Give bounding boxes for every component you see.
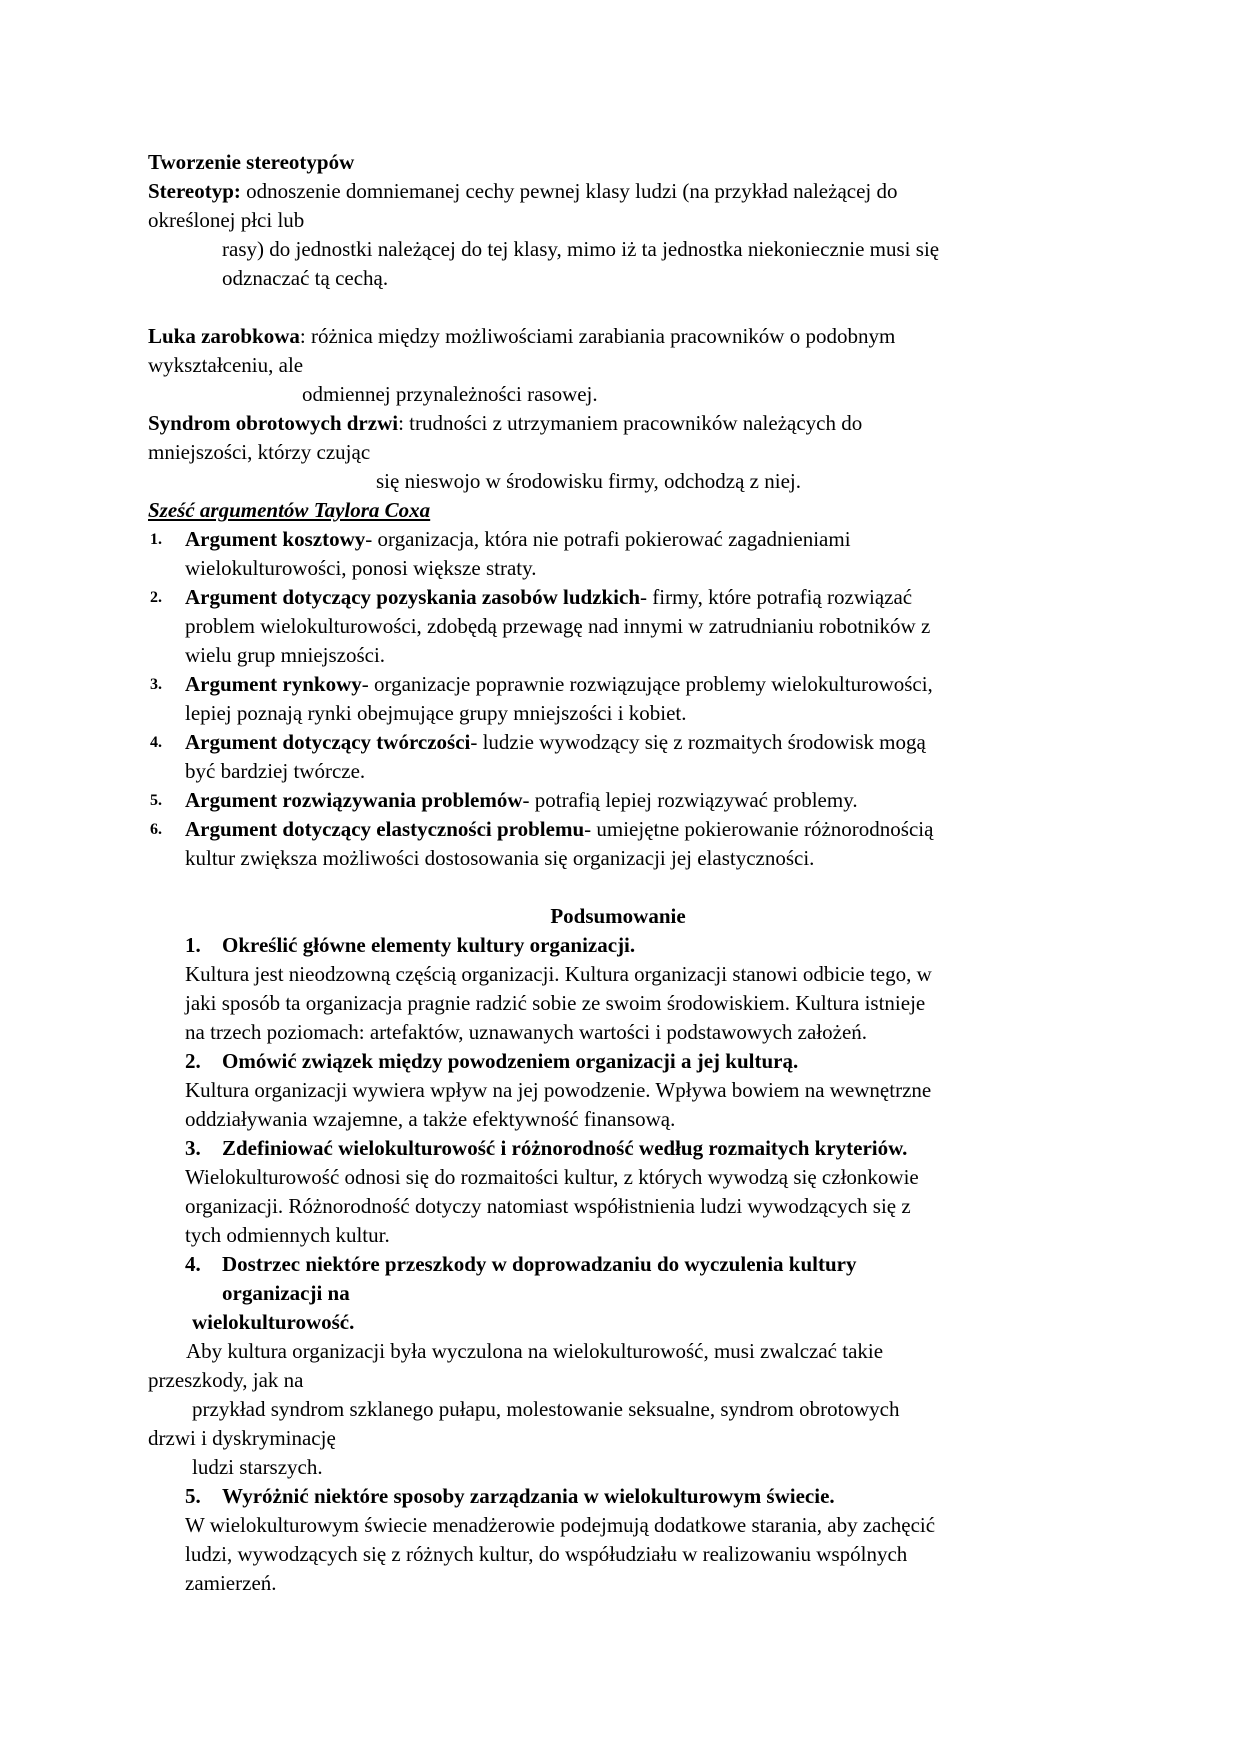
list-item: 3. Argument rynkowy- organizacje poprawnie rozwiązujące problemy wielokulturowości, lepiej poznają rynki obejmujące grupy mniejszości i kobiet. [150,672,933,725]
summary-answer-line: tych odmiennych kultur. [185,1223,390,1247]
list-item: 6. Argument dotyczący elastyczności problemu- umiejętne pokierowanie różnorodnością kultur zwiększa możliwości dostosowania się organizacji jej elastyczności. [150,817,934,870]
revolving-door-term: Syndrom obrotowych drzwi [148,411,399,435]
summary-question-2: 2. Omówić związek między powodzeniem organizacji a jej kulturą. [185,1049,799,1073]
wage-gap-term: Luka zarobkowa [148,324,300,348]
stereotype-definition: Stereotyp: odnoszenie domniemanej cechy pewnej klasy ludzi (na przykład należącej do [148,179,898,203]
cox-title: Sześć argumentów Taylora Coxa [148,498,431,522]
wage-gap-definition: Luka zarobkowa: różnica między możliwościami zarabiania pracowników o podobnym [148,324,896,348]
cox-arguments-list [148,525,1088,873]
revolving-door-line: mniejszości, którzy czując [148,440,371,464]
spacer [148,293,1088,322]
summary-question-4-cont: wielokulturowość. [192,1310,355,1334]
revolving-door-definition: Syndrom obrotowych drzwi: trudności z utrzymaniem pracowników należących do [148,411,863,435]
summary-answer-line: drzwi i dyskryminację [148,1426,336,1450]
stereotype-line: określonej płci lub [148,208,305,232]
stereotype-line: rasy) do jednostki należącej do tej klasy, mimo iż ta jednostka niekoniecznie musi się [222,237,940,261]
wage-gap-line: odmiennej przynależności rasowej. [302,382,598,406]
summary-answer-line: Kultura jest nieodzowną częścią organizacji. Kultura organizacji stanowi odbicie tego, w [185,962,932,986]
summary-question-4-cont: organizacji na [222,1281,350,1305]
document-body [148,148,1088,1598]
summary-answer-line: zamierzeń. [185,1571,277,1595]
summary-answer-line: na trzech poziomach: artefaktów, uznawanych wartości i podstawowych założeń. [185,1020,868,1044]
summary-answer-line: jaki sposób ta organizacja pragnie radzić sobie ze swoim środowiskiem. Kultura istnieje [185,991,926,1015]
list-item: 4. Argument dotyczący twórczości- ludzie wywodzący się z rozmaitych środowisk mogą być bardziej twórcze. [150,730,926,783]
stereotype-term: Stereotyp: [148,179,241,203]
summary-answer-line: W wielokulturowym świecie menadżerowie podejmują dodatkowe starania, aby zachęcić [185,1513,936,1537]
summary-question-4: 4. Dostrzec niektóre przeszkody w doprowadzaniu do wyczulenia kultury [185,1252,857,1276]
summary-answer-line: ludzi starszych. [192,1455,323,1479]
summary-answer-line: Aby kultura organizacji była wyczulona na wielokulturowość, musi zwalczać takie [186,1339,884,1363]
summary-answer-line: Kultura organizacji wywiera wpływ na jej powodzenie. Wpływa bowiem na wewnętrzne [185,1078,932,1102]
list-item: 1. Argument kosztowy- organizacja, która nie potrafi pokierować zagadnieniami wielokulturowości, ponosi większe straty. [150,527,851,580]
revolving-door-line: się nieswojo w środowisku firmy, odchodzą z niej. [376,469,801,493]
spacer [148,873,1088,902]
stereotype-line: odznaczać tą cechą. [222,266,389,290]
summary-answer-line: Wielokulturowość odnosi się do rozmaitości kultur, z których wywodzą się członkowie [185,1165,919,1189]
summary-answer-line: organizacji. Różnorodność dotyczy natomiast współistnienia ludzi wywodzących się z [185,1194,911,1218]
summary-answer-line: przykład syndrom szklanego pułapu, molestowanie seksualne, syndrom obrotowych [192,1397,900,1421]
summary-title: Podsumowanie [550,904,686,928]
summary-answer-line: ludzi, wywodzących się z różnych kultur, do współudziału w realizowaniu wspólnych [185,1542,908,1566]
summary-answer-line: przeszkody, jak na [148,1368,304,1392]
list-item: 2. Argument dotyczący pozyskania zasobów ludzkich- firmy, które potrafią rozwiązać problem wielokulturowości, zdobędą przewagę nad innymi w zatrudnianiu robotników z wielu grup mniejszości. [150,585,931,667]
summary-question-5: 5. Wyróżnić niektóre sposoby zarządzania w wielokulturowym świecie. [185,1484,835,1508]
stereotypes-heading: Tworzenie stereotypów [148,150,355,174]
summary-question-3: 3. Zdefiniować wielokulturowość i różnorodność według rozmaitych kryteriów. [185,1136,908,1160]
summary-question-1: 1. Określić główne elementy kultury organizacji. [185,933,636,957]
wage-gap-line: wykształceniu, ale [148,353,304,377]
list-item: 5. Argument rozwiązywania problemów- potrafią lepiej rozwiązywać problemy. [150,788,858,812]
summary-answer-line: oddziaływania wzajemne, a także efektywność finansową. [185,1107,676,1131]
